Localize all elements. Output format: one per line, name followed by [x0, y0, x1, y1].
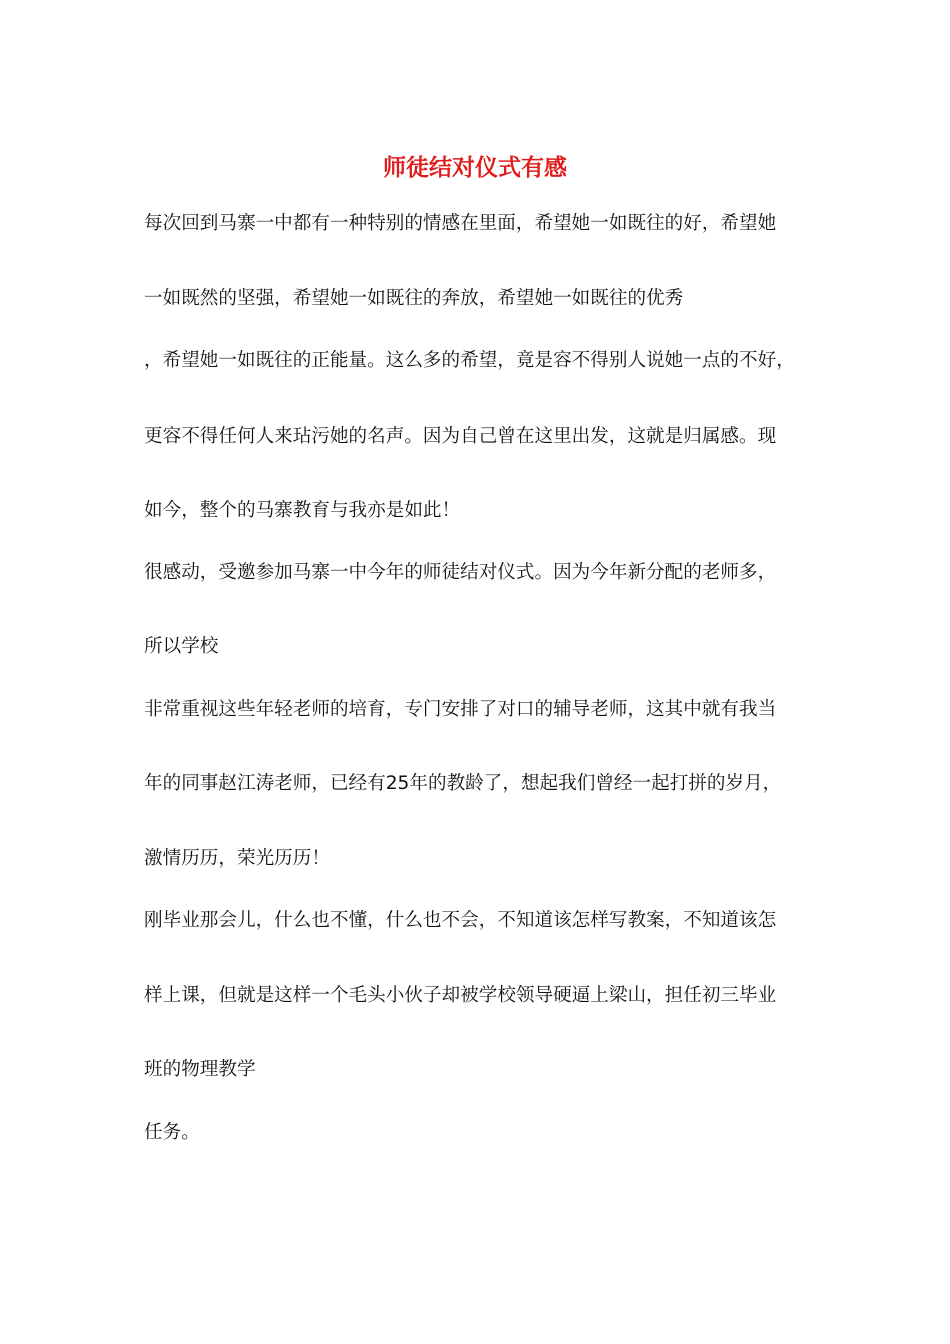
- paragraph-line: 所以学校: [144, 636, 219, 657]
- paragraph-line: 每次回到马寨一中都有一种特别的情感在里面，希望她一如既往的好，希望她: [144, 213, 777, 234]
- paragraph-line: 非常重视这些年轻老师的培育，专门安排了对口的辅导老师，这其中就有我当: [144, 699, 777, 720]
- paragraph-line: ，希望她一如既往的正能量。这么多的希望，竟是容不得别人说她一点的不好，: [144, 350, 795, 371]
- paragraph-line: 任务。: [144, 1122, 200, 1143]
- paragraph-line: 一如既然的坚强，希望她一如既往的奔放，希望她一如既往的优秀: [144, 288, 684, 309]
- paragraph-line: 激情历历，荣光历历！: [144, 848, 330, 869]
- paragraph-line: 更容不得任何人来玷污她的名声。因为自己曾在这里出发，这就是归属感。现: [144, 426, 777, 447]
- paragraph-line: 很感动，受邀参加马寨一中今年的师徒结对仪式。因为今年新分配的老师多，: [144, 562, 777, 583]
- paragraph-line: 刚毕业那会儿，什么也不懂，什么也不会，不知道该怎样写教案，不知道该怎: [144, 910, 777, 931]
- paragraph-line: 班的物理教学: [144, 1059, 256, 1080]
- document-title: 师徒结对仪式有感: [383, 154, 567, 181]
- paragraph-line: 如今，整个的马寨教育与我亦是如此！: [144, 500, 461, 521]
- paragraph-line: 样上课，但就是这样一个毛头小伙子却被学校领导硬逼上梁山，担任初三毕业: [144, 985, 777, 1006]
- paragraph-line: 年的同事赵江涛老师，已经有25年的教龄了，想起我们曾经一起打拼的岁月，: [144, 773, 782, 794]
